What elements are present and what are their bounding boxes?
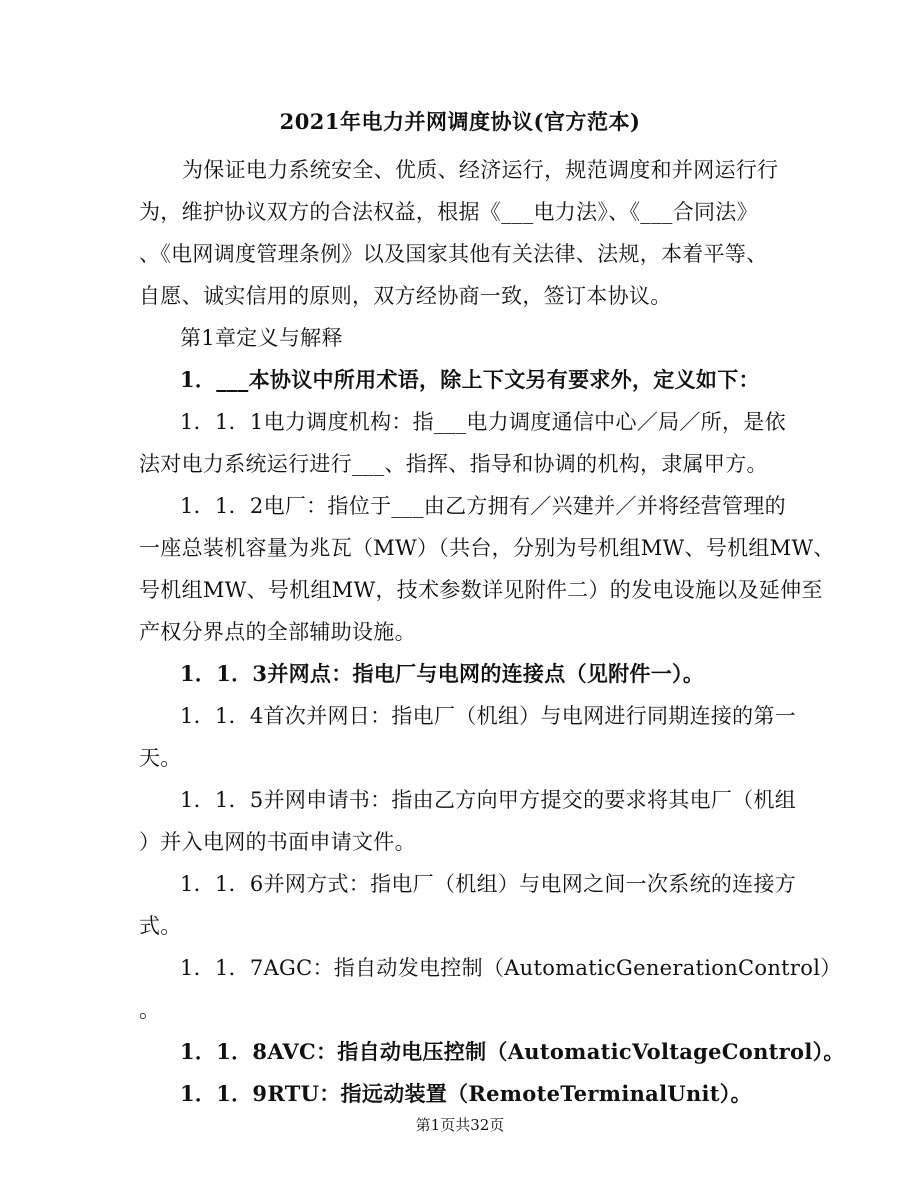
page-footer: 第1页共32页 (415, 1116, 505, 1134)
definition-1-1-2-line-3: 号机组MW、号机组MW，技术参数详见附件二）的发电设施以及延伸至 (139, 578, 823, 602)
definition-1-1-1-line-2: 法对电力系统运行进行___、指挥、指导和协调的机构，隶属甲方。 (139, 452, 768, 476)
paragraph-line-4: 自愿、诚实信用的原则，双方经协商一致，签订本协议。 (139, 284, 672, 308)
definition-1-1-8: 1．1．8AVC：指自动电压控制（AutomaticVoltageControl）。 (180, 1039, 845, 1064)
definition-1-1-1-line-1: 1．1．1电力调度机构：指___电力调度通信中心／局／所，是依 (180, 410, 786, 434)
definition-1-1-3: 1．1．3并网点：指电厂与电网的连接点（见附件一）。 (180, 661, 705, 686)
definition-1-1-7-line-2: 。 (139, 998, 161, 1022)
definition-1-1-2-line-4: 产权分界点的全部辅助设施。 (139, 620, 416, 644)
definition-1-1-2-line-2: 一座总装机容量为兆瓦（MW）（共台，分别为号机组MW、号机组MW、 (139, 536, 835, 560)
paragraph-line-3: 、《电网调度管理条例》以及国家其他有关法律、法规，本着平等、 (139, 242, 768, 266)
document-title: 2021年电力并网调度协议(官方范本) (279, 109, 641, 134)
definition-1-1-4-line-2: 天。 (139, 746, 182, 770)
paragraph-line-2: 为，维护协议双方的合法权益，根据《___电力法》、《___合同法》 (139, 200, 758, 224)
definition-1-1-5-line-2: ）并入电网的书面申请文件。 (139, 830, 416, 854)
definition-1-1-4-line-1: 1．1．4首次并网日：指电厂（机组）与电网进行同期连接的第一 (180, 704, 797, 728)
definition-1-1-7-line-1: 1．1．7AGC：指自动发电控制（AutomaticGenerationControl） (180, 956, 842, 980)
definition-1-1-2-line-1: 1．1．2电厂：指位于___由乙方拥有／兴建并／并将经营管理的 (180, 494, 786, 518)
chapter-heading: 第1章定义与解释 (180, 326, 343, 350)
definition-1-1-6-line-1: 1．1．6并网方式：指电厂（机组）与电网之间一次系统的连接方 (180, 872, 797, 896)
definition-1-1-5-line-1: 1．1．5并网申请书：指由乙方向甲方提交的要求将其电厂（机组 (180, 788, 797, 812)
definition-1-1-9: 1．1．9RTU：指远动装置（RemoteTerminalUnit）。 (180, 1081, 752, 1106)
paragraph-line-1: 为保证电力系统安全、优质、经济运行，规范调度和并网运行行 (182, 158, 779, 182)
definition-1-1-6-line-2: 式。 (139, 914, 182, 938)
section-1-heading: 1．___本协议中所用术语，除上下文另有要求外，定义如下： (180, 367, 760, 392)
